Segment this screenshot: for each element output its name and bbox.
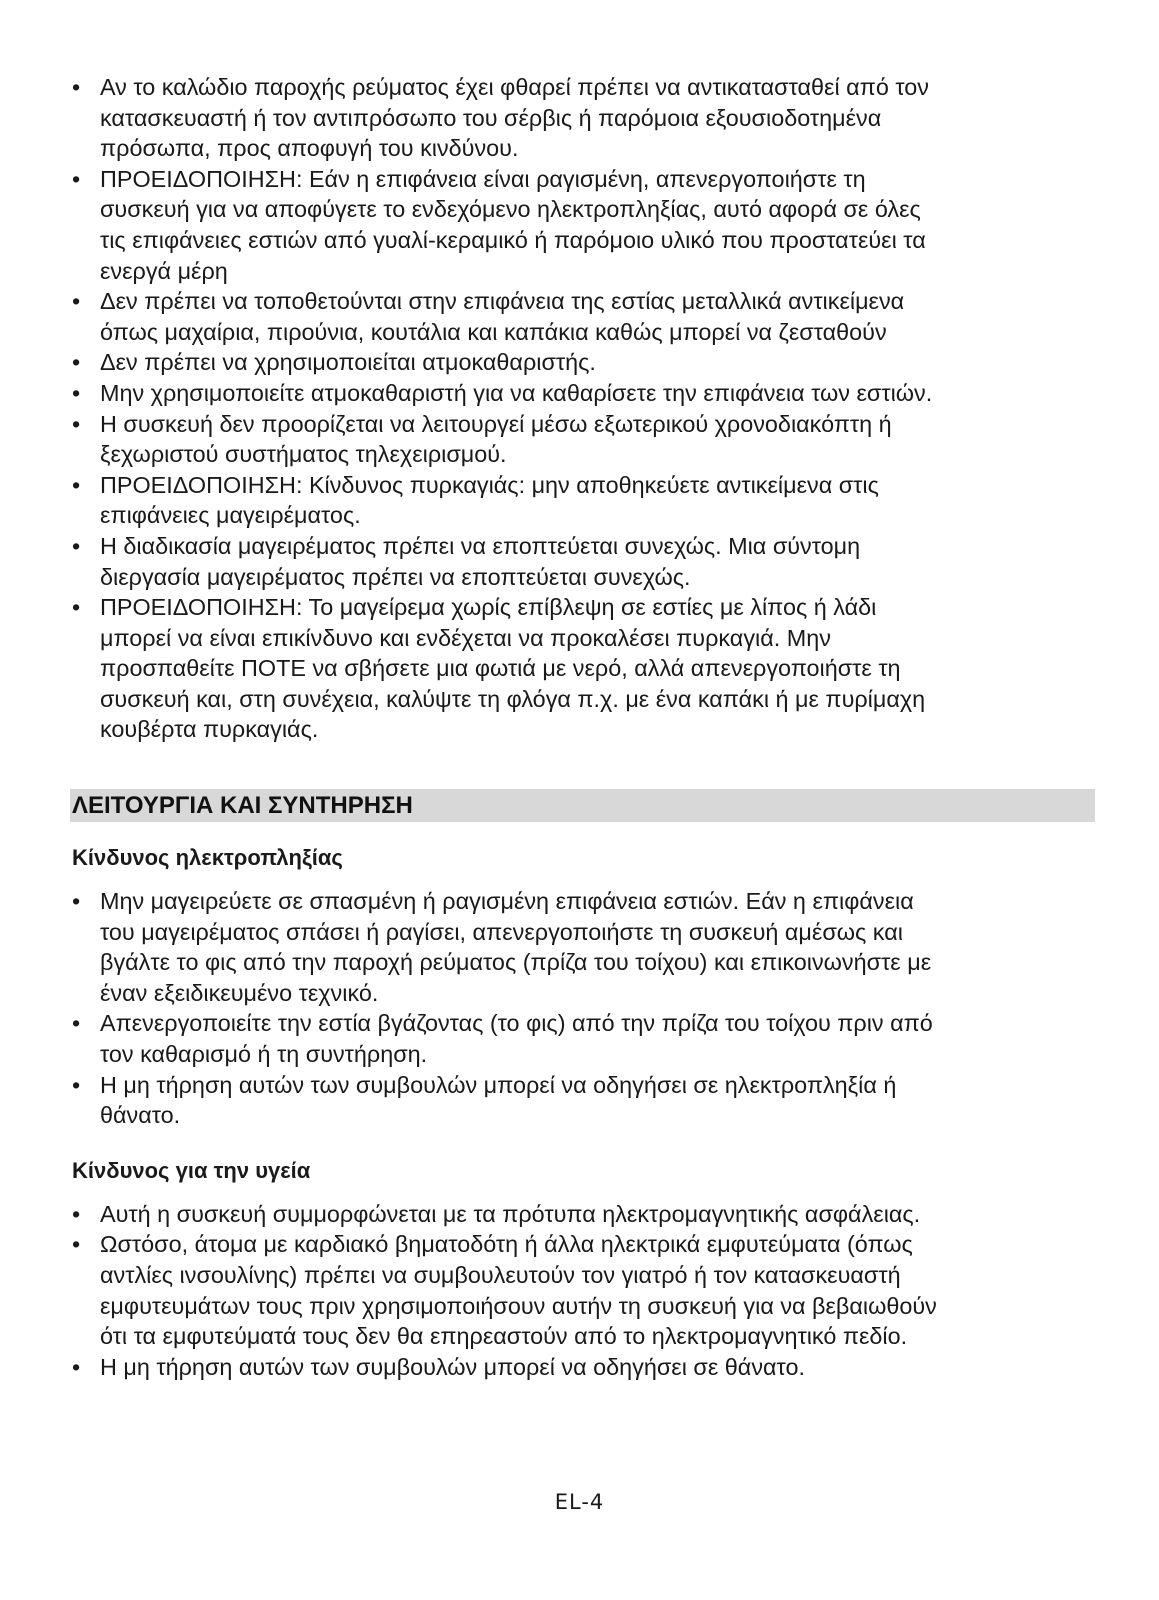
health-risk-bullet-list	[70, 1199, 1095, 1383]
subsection-heading-health-risk: Κίνδυνος για την υγεία	[72, 1157, 311, 1183]
list-item: • Μην χρησιμοποιείτε ατμοκαθαριστή για να καθαρίσετε την επιφάνεια των εστιών.	[70, 378, 1095, 409]
page-number: EL-4	[554, 1490, 605, 1514]
list-item: • Αυτή η συσκευή συμμορφώνεται με τα πρότυπα ηλεκτρομαγνητικής ασφάλειας.	[70, 1199, 1095, 1230]
list-item: • Η συσκευή δεν προορίζεται να λειτουργεί μέσω εξωτερικού χρονοδιακόπτη ή ξεχωριστού συστήματος τηλεχειρισμού.	[70, 409, 1095, 470]
list-item: • ΠΡΟΕΙΔΟΠΟΙΗΣΗ: Εάν η επιφάνεια είναι ραγισμένη, απενεργοποιήστε τη συσκευή για να αποφύγετε το ενδεχόμενο ηλεκτροπληξίας, αυτό αφορά σε όλες τις επιφάνειες εστιών από γυαλί-κεραμικό ή παρόμοιο υλικό που προστατεύει τα ενεργά μέρη	[70, 164, 1095, 286]
list-item: • ΠΡΟΕΙΔΟΠΟΙΗΣΗ: Κίνδυνος πυρκαγιάς: μην αποθηκεύετε αντικείμενα στις επιφάνειες μαγειρέματος.	[70, 470, 1095, 531]
list-item: • Απενεργοποιείτε την εστία βγάζοντας (το φις) από την πρίζα του τοίχου πριν από τον καθαρισμό ή τη συντήρηση.	[70, 1008, 1095, 1069]
subsection-heading-electric-shock: Κίνδυνος ηλεκτροπληξίας	[72, 845, 343, 871]
document-page	[70, 72, 1095, 1382]
list-item: • Η διαδικασία μαγειρέματος πρέπει να εποπτεύεται συνεχώς. Μια σύντομη διεργασία μαγειρέματος πρέπει να εποπτεύεται συνεχώς.	[70, 531, 1095, 592]
list-item: • Η μη τήρηση αυτών των συμβουλών μπορεί να οδηγήσει σε θάνατο.	[70, 1352, 1095, 1383]
list-item: • Μην μαγειρεύετε σε σπασμένη ή ραγισμένη επιφάνεια εστιών. Εάν η επιφάνεια του μαγειρέματος σπάσει ή ραγίσει, απενεργοποιήστε τη συσκευή αμέσως και βγάλτε το φις από την παροχή ρεύματος (πρίζα του τοίχου) και επικοινωνήστε με έναν εξειδικευμένο τεχνικό.	[70, 886, 1095, 1008]
section-heading: ΛΕΙΤΟΥΡΓΙΑ ΚΑΙ ΣΥΝΤΗΡΗΣΗ	[70, 789, 1095, 822]
list-item: • Δεν πρέπει να χρησιμοποιείται ατμοκαθαριστής.	[70, 347, 1095, 378]
list-item: • Αν το καλώδιο παροχής ρεύματος έχει φθαρεί πρέπει να αντικατασταθεί από τον κατασκευαστή ή τον αντιπρόσωπο του σέρβις ή παρόμοια εξουσιοδοτημένα πρόσωπα, προς αποφυγή του κινδύνου.	[70, 72, 1095, 164]
list-item: • Ωστόσο, άτομα με καρδιακό βηματοδότη ή άλλα ηλεκτρικά εμφυτεύματα (όπως αντλίες ινσουλίνης) πρέπει να συμβουλευτούν τον γιατρό ή τον κατασκευαστή εμφυτευμάτων τους πριν χρησιμοποιήσουν αυτήν τη συσκευή για να βεβαιωθούν ότι τα εμφυτεύματά τους δεν θα επηρεαστούν από το ηλεκτρομαγνητικό πεδίο.	[70, 1229, 1095, 1351]
list-item: • Δεν πρέπει να τοποθετούνται στην επιφάνεια της εστίας μεταλλικά αντικείμενα όπως μαχαίρια, πιρούνια, κουτάλια και καπάκια καθώς μπορεί να ζεσταθούν	[70, 286, 1095, 347]
list-item: • ΠΡΟΕΙΔΟΠΟΙΗΣΗ: Το μαγείρεμα χωρίς επίβλεψη σε εστίες με λίπος ή λάδι μπορεί να είναι επικίνδυνο και ενδέχεται να προκαλέσει πυρκαγιά. Μην προσπαθείτε ΠΟΤΕ να σβήσετε μια φωτιά με νερό, αλλά απενεργοποιήστε τη συσκευή και, στη συνέχεια, καλύψτε τη φλόγα π.χ. με ένα καπάκι ή με πυρίμαχη κουβέρτα πυρκαγιάς.	[70, 592, 1095, 745]
intro-bullet-list	[70, 72, 1095, 745]
electric-shock-bullet-list	[70, 886, 1095, 1131]
list-item: • Η μη τήρηση αυτών των συμβουλών μπορεί να οδηγήσει σε ηλεκτροπληξία ή θάνατο.	[70, 1070, 1095, 1131]
